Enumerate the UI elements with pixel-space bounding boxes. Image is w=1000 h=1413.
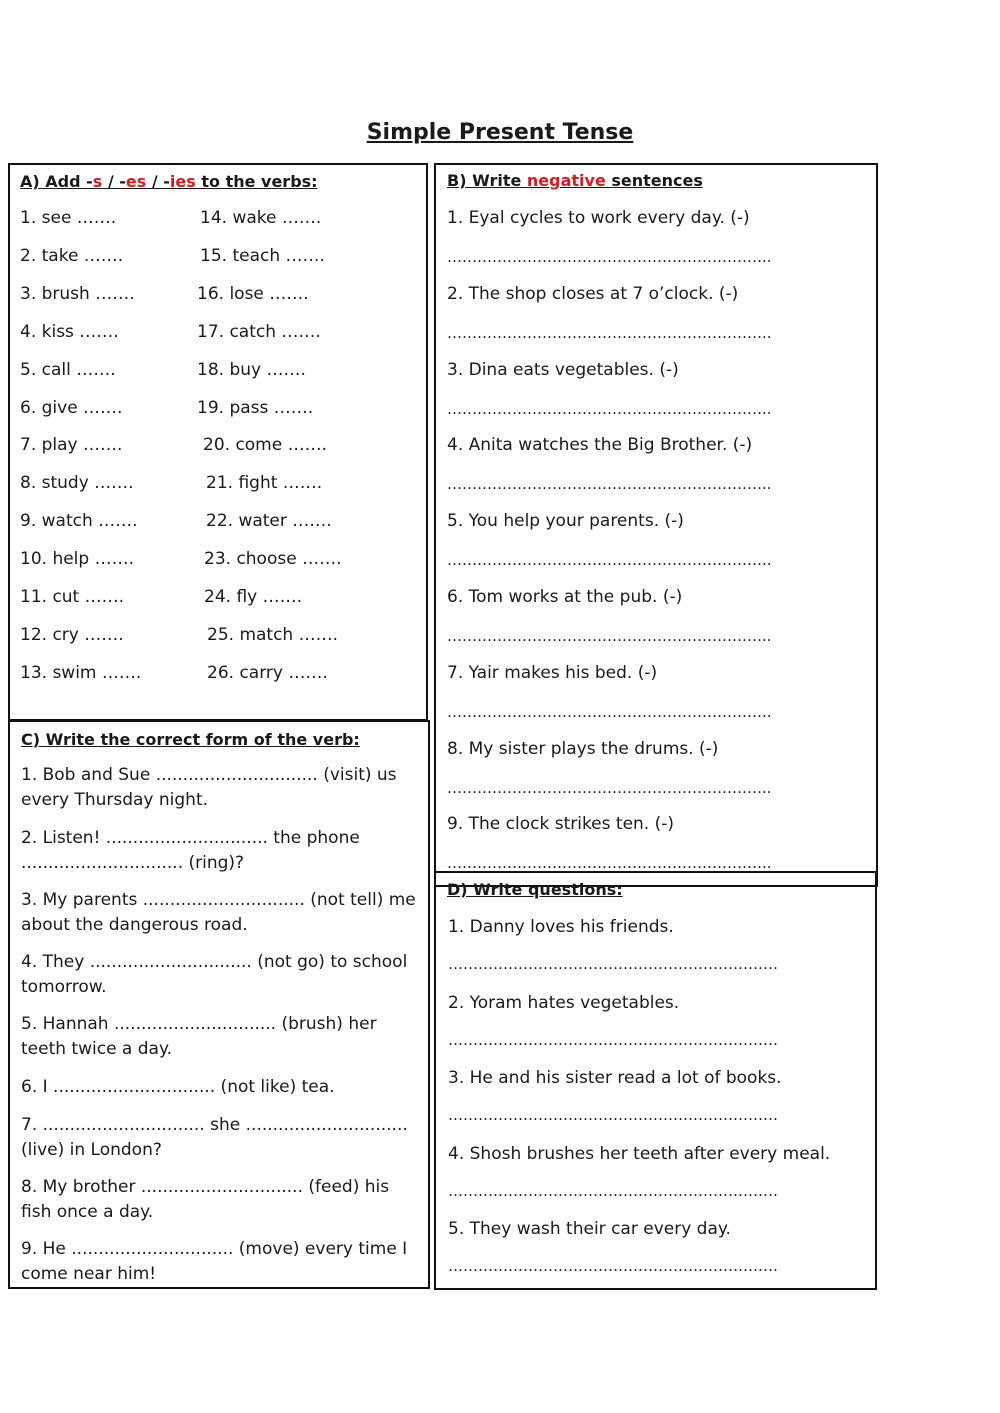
- verb-item: 21. fight …….: [206, 473, 323, 494]
- verb-item: 11. cut …….: [20, 587, 125, 607]
- fill-in-item: 3. My parents .............................. (not tell) me about the dangerous road.: [21, 890, 416, 935]
- verb-item: 12. cry …….: [20, 624, 124, 645]
- fill-in-item: 6. I .............................. (not like) tea.: [21, 1077, 335, 1097]
- verb-item: 2. take …….: [20, 245, 124, 266]
- verb-item: 3. brush …….: [20, 283, 135, 304]
- question-item: 4. Shosh brushes her teeth after every meal.: [448, 1143, 831, 1164]
- verb-item: 23. choose …….: [204, 549, 342, 570]
- answer-line: ………………………………………………………..: [447, 627, 772, 645]
- verb-item: 1. see …….: [20, 208, 117, 228]
- answer-line: …………………………………………………………: [448, 1181, 778, 1200]
- page-title: Simple Present Tense: [366, 120, 634, 145]
- question-item: 1. Danny loves his friends.: [448, 917, 674, 937]
- answer-line: ………………………………………………………..: [447, 778, 772, 797]
- verb-item: 8. study …….: [20, 473, 134, 494]
- section-d-heading: D) Write questions:: [447, 880, 623, 899]
- verb-item: 7. play …….: [20, 435, 123, 456]
- section-b-heading: B) Write negative sentences: [447, 171, 703, 190]
- verb-item: 17. catch …….: [197, 321, 321, 342]
- verb-item: 14. wake …….: [200, 208, 322, 228]
- sentence-item: 3. Dina eats vegetables. (-): [447, 359, 679, 380]
- question-item: 2. Yoram hates vegetables.: [448, 992, 680, 1013]
- verb-item: 24. fly …….: [204, 587, 303, 607]
- fill-in-item: 2. Listen! .............................. the phone .............................. (ring)?: [21, 828, 360, 873]
- answer-line: …………………………………………………………: [448, 1106, 778, 1124]
- sentence-item: 9. The clock strikes ten. (-): [447, 814, 675, 835]
- question-item: 5. They wash their car every day.: [448, 1219, 731, 1239]
- answer-line: ………………………………………………………..: [447, 248, 772, 266]
- verb-item: 9. watch …….: [20, 511, 138, 532]
- fill-in-item: 4. They .............................. (not go) to school tomorrow.: [21, 952, 408, 997]
- verb-item: 19. pass …….: [197, 397, 314, 418]
- verb-item: 6. give …….: [20, 397, 123, 418]
- answer-line: ………………………………………………………..: [447, 475, 772, 494]
- answer-line: …………………………………………………………: [448, 1257, 778, 1275]
- answer-line: ………………………………………………………..: [447, 399, 772, 418]
- sentence-item: 1. Eyal cycles to work every day. (-): [447, 208, 750, 228]
- sentence-item: 4. Anita watches the Big Brother. (-): [447, 435, 753, 456]
- answer-line: …………………………………………………………: [448, 955, 778, 973]
- answer-line: ………………………………………………………..: [447, 551, 772, 570]
- section-c-heading: C) Write the correct form of the verb:: [21, 730, 360, 749]
- verb-item: 16. lose …….: [197, 283, 309, 304]
- verb-item: 20. come …….: [203, 435, 328, 456]
- fill-in-item: 9. He .............................. (move) every time I come near him!: [21, 1239, 408, 1284]
- sentence-item: 7. Yair makes his bed. (-): [447, 662, 658, 683]
- verb-item: 10. help …….: [20, 549, 134, 570]
- sentence-item: 6. Tom works at the pub. (-): [447, 587, 683, 607]
- verb-item: 25. match …….: [207, 624, 339, 645]
- fill-in-item: 5. Hannah .............................. (brush) her teeth twice a day.: [21, 1014, 377, 1059]
- verb-item: 5. call …….: [20, 359, 116, 380]
- fill-in-item: 8. My brother .............................. (feed) his fish once a day.: [21, 1177, 390, 1222]
- answer-line: ………………………………………………………..: [447, 702, 772, 721]
- verb-item: 22. water …….: [206, 511, 332, 532]
- sentence-item: 2. The shop closes at 7 o’clock. (-): [447, 283, 739, 304]
- fill-in-item: 7. .............................. she .............................. (live) in London?: [21, 1115, 408, 1160]
- answer-line: …………………………………………………………: [448, 1030, 778, 1049]
- section-a-heading: A) Add -s / -es / -ies to the verbs:: [20, 172, 318, 191]
- verb-item: 15. teach …….: [200, 245, 325, 266]
- verb-item: 4. kiss …….: [20, 321, 119, 342]
- sentence-item: 8. My sister plays the drums. (-): [447, 738, 719, 759]
- answer-line: ………………………………………………………..: [447, 854, 772, 873]
- verb-item: 26. carry …….: [207, 662, 328, 683]
- verb-item: 18. buy …….: [197, 359, 306, 380]
- fill-in-item: 1. Bob and Sue .............................. (visit) us every Thursday night.: [21, 765, 397, 810]
- sentence-item: 5. You help your parents. (-): [447, 511, 684, 532]
- question-item: 3. He and his sister read a lot of books.: [448, 1068, 782, 1088]
- answer-line: ………………………………………………………..: [447, 323, 772, 342]
- verb-item: 13. swim …….: [20, 662, 142, 683]
